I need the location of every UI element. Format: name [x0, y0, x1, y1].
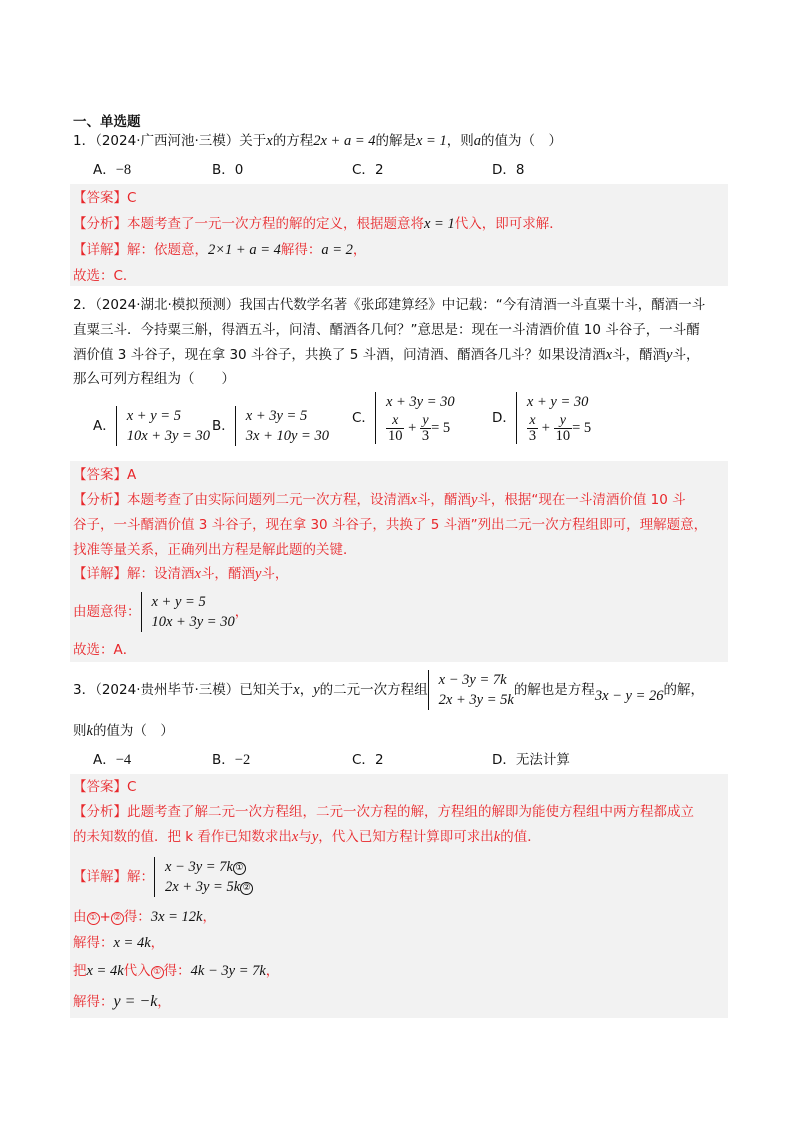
stem-text: 的方程 — [272, 133, 314, 149]
math-equation: 2x + a = 4 — [313, 133, 376, 149]
math-var: y — [311, 829, 319, 845]
q3-step-4 — [73, 992, 171, 1012]
denominator: 10 — [387, 427, 403, 444]
q1-option-d[interactable] — [492, 160, 525, 180]
q3-option-c[interactable] — [352, 750, 384, 770]
q1-option-b[interactable] — [212, 160, 243, 180]
q3-option-a[interactable] — [93, 750, 131, 770]
equation-system — [428, 670, 514, 710]
question-source: （2024·贵州毕节·三模） — [95, 682, 240, 698]
question-number: 1． — [73, 133, 96, 149]
analysis-text: 斗，根据“现在一斗清酒价值 10 斗 — [477, 492, 686, 508]
analysis-text: ，代入已知方程计算即可求出 — [318, 829, 494, 845]
equation-system — [235, 406, 329, 446]
question-2-stem-line3 — [73, 345, 699, 365]
equation-system — [116, 406, 210, 446]
q3-step-2 — [73, 933, 164, 953]
math-var: a — [473, 133, 481, 149]
q3-step-3 — [73, 961, 279, 981]
option-label: A． — [93, 418, 116, 434]
system-row: x − 3y = 7k — [165, 859, 233, 875]
numerator: x — [527, 413, 538, 429]
circled-two-icon: ② — [111, 912, 124, 925]
equation-rhs: = 5 — [431, 420, 451, 436]
denominator: 10 — [555, 427, 571, 444]
analysis-label: 【分析】 — [73, 804, 127, 820]
math-var: k — [86, 723, 93, 739]
detail-text: ， — [150, 935, 165, 951]
question-1-stem — [73, 131, 562, 151]
fraction — [527, 413, 538, 444]
equation-system — [375, 392, 455, 444]
detail-text: 解得： — [280, 242, 322, 258]
system-row-fraction: $\frac{x}{10}$ + $\frac{y}{3}$ = 5 — [387, 412, 451, 444]
math-var: y — [313, 682, 320, 698]
stem-text: 的值为（ ） — [480, 133, 562, 149]
stem-text: 的解是 — [375, 133, 416, 149]
analysis-text: 的值． — [500, 829, 541, 845]
q1-option-c[interactable] — [352, 160, 384, 180]
stem-text: 酒价值 3 斗谷子，现在拿 30 斗谷子，共换了 5 斗酒，问清酒、醑酒各几斗？如果设清酒 — [73, 347, 606, 363]
fraction — [554, 413, 573, 444]
q1-detail — [73, 240, 366, 260]
stem-text: ，则 — [446, 133, 474, 149]
detail-text: 得： — [163, 963, 191, 979]
q1-analysis — [73, 214, 563, 234]
detail-text: 斗，醑酒 — [200, 566, 255, 582]
detail-text: 得： — [123, 909, 151, 925]
math-solution: x = 1 — [416, 133, 447, 149]
fraction — [386, 413, 405, 444]
option-label: B． — [212, 752, 235, 768]
q1-option-a[interactable] — [93, 160, 131, 180]
fraction — [420, 413, 431, 444]
math-var: x — [194, 566, 201, 582]
system-row: x − 3y = 7k — [438, 672, 507, 688]
q3-step-1 — [73, 907, 216, 927]
option-value: 0 — [234, 162, 244, 178]
option-label: B． — [212, 418, 235, 434]
option-label: C． — [352, 162, 375, 178]
q2-detail-system — [73, 592, 248, 632]
section-title: 一、单选题 — [73, 114, 141, 130]
question-2-stem-line2: 直粟三斗．今持粟三斛，得酒五斗，问清、醑酒各几何？”意思是：现在一斗清酒价值 10 斗谷子，一斗醑 — [73, 322, 700, 338]
stem-text: 已知关于 — [239, 682, 294, 698]
detail-text: 由题意得： — [73, 604, 141, 620]
circled-two-icon: ② — [240, 882, 253, 895]
question-3-stem-line1 — [73, 670, 704, 710]
system-row: 3x + 10y = 30 — [245, 428, 329, 444]
option-label: A． — [93, 752, 116, 768]
stem-text: 的解也是方程 — [513, 682, 595, 698]
math-equation: y = −k — [113, 993, 158, 1010]
option-label: C． — [352, 410, 375, 426]
detail-label: 【详解】 — [73, 869, 127, 885]
numerator: y — [554, 413, 573, 429]
system-row: x + 3y = 5 — [245, 408, 308, 424]
q2-conclusion: 故选：A． — [73, 642, 137, 658]
q2-analysis-line1 — [73, 490, 686, 510]
analysis-text: 本题考查了一元一次方程的解的定义，根据题意将 — [127, 216, 424, 232]
math-var: x — [293, 682, 300, 698]
option-value: −8 — [115, 162, 132, 178]
math-var: x — [291, 829, 299, 845]
detail-text: 把 — [73, 963, 87, 979]
q2-option-d[interactable] — [492, 392, 591, 444]
stem-text: 则 — [73, 723, 87, 739]
option-label: A． — [93, 162, 116, 178]
system-row: 2x + 3y = 5k — [438, 692, 514, 708]
analysis-text: 此题考查了解二元一次方程组，二元一次方程的解，方程组的解即为能使方程组中两方程都成立 — [127, 804, 694, 820]
q2-detail — [73, 564, 288, 584]
math-result: a = 2 — [321, 242, 353, 258]
system-row: x + 3y = 30 — [385, 394, 455, 410]
question-2-stem-line4: 那么可列方程组为（ ） — [73, 371, 235, 387]
detail-label: 【详解】 — [73, 242, 127, 258]
q2-option-b[interactable] — [212, 406, 329, 446]
math-equation: 3x − y = 26 — [594, 688, 664, 704]
math-var: k — [493, 829, 501, 845]
q3-analysis-line2 — [73, 827, 541, 847]
detail-text: ， — [202, 909, 216, 925]
q3-detail-system — [73, 857, 253, 897]
math-var: x — [410, 492, 417, 508]
system-row: x + y = 5 — [126, 408, 181, 424]
detail-text: 解得： — [73, 994, 114, 1010]
q2-analysis-line2: 谷子，一斗醑酒价值 3 斗谷子，现在拿 30 斗谷子，共换了 5 斗酒”列出二元一次方程组即可，理解题意， — [73, 517, 708, 533]
math-var: x — [605, 347, 613, 363]
q3-answer: 【答案】C — [73, 779, 137, 795]
q1-conclusion: 故选：C． — [73, 268, 137, 284]
option-value: 2 — [374, 162, 384, 178]
analysis-text: 与 — [298, 829, 312, 845]
option-value: 2 — [374, 752, 384, 768]
detail-label: 【详解】 — [73, 566, 127, 582]
stem-text: 的值为（ ） — [92, 723, 174, 739]
system-row-fraction: $\frac{x}{3}$ + $\frac{y}{10}$ = 5 — [528, 412, 592, 444]
q2-option-a[interactable] — [93, 406, 210, 446]
equation-system — [516, 392, 591, 444]
detail-text: + — [99, 909, 111, 925]
math-var: y — [666, 347, 673, 363]
detail-text: 解：设清酒 — [127, 566, 195, 582]
option-label: C． — [352, 752, 375, 768]
option-value: 8 — [515, 162, 525, 178]
denominator: 3 — [528, 427, 537, 444]
question-source: （2024·湖北·模拟预测） — [95, 297, 240, 313]
detail-text: 解得： — [73, 935, 114, 951]
q2-analysis-line3: 找准等量关系，正确列出方程是解此题的关键． — [73, 542, 357, 558]
stem-text: 斗， — [672, 347, 700, 363]
system-row: 2x + 3y = 5k — [165, 879, 241, 895]
option-label: D． — [492, 752, 516, 768]
stem-text: ， — [299, 682, 314, 698]
circled-one-icon: ① — [87, 912, 100, 925]
question-2-stem-line1 — [73, 295, 705, 315]
detail-text: ， — [352, 242, 367, 258]
stem-text: 的解， — [663, 682, 705, 698]
detail-text: 斗， — [261, 566, 289, 582]
option-value: −2 — [234, 752, 251, 768]
q1-solution-panel — [70, 184, 728, 286]
stem-text: 的二元一次方程组 — [319, 682, 428, 698]
math-equation: 3x = 12k — [150, 909, 203, 925]
equation-system — [141, 592, 235, 632]
math-var: x — [266, 133, 273, 149]
equation-system — [154, 857, 253, 897]
detail-text: ， — [265, 963, 280, 979]
detail-text: 解： — [127, 869, 154, 885]
detail-text: 解：依题意， — [127, 242, 208, 258]
q1-answer: 【答案】C — [73, 190, 137, 206]
option-value: 无法计算 — [515, 752, 570, 768]
question-3-stem-line2 — [73, 721, 174, 741]
math-var: y — [470, 492, 478, 508]
math-equation: 2×1 + a = 4 — [208, 242, 281, 258]
system-row: 10x + 3y = 30 — [151, 614, 235, 630]
detail-text: 代入 — [123, 963, 151, 979]
system-row: 10x + 3y = 30 — [126, 428, 210, 444]
analysis-label: 【分析】 — [73, 216, 127, 232]
option-value: −4 — [115, 752, 132, 768]
q3-option-b[interactable] — [212, 750, 250, 770]
analysis-text: 斗，醑酒 — [416, 492, 471, 508]
stem-text: 关于 — [239, 133, 267, 149]
detail-text: 由 — [73, 909, 87, 925]
detail-text: ， — [234, 604, 249, 620]
circled-one-icon: ① — [233, 862, 246, 875]
numerator: y — [420, 413, 431, 429]
option-label: D． — [492, 410, 516, 426]
q3-option-d[interactable] — [492, 750, 570, 770]
analysis-text: 的未知数的值．把 k 看作已知数求出 — [73, 829, 292, 845]
analysis-label: 【分析】 — [73, 492, 127, 508]
stem-text: 斗，醑酒 — [612, 347, 667, 363]
question-number: 2． — [73, 297, 96, 313]
system-row: x + y = 5 — [151, 594, 206, 610]
option-label: B． — [212, 162, 235, 178]
analysis-text: 代入，即可求解． — [454, 216, 563, 232]
q3-analysis-line1 — [73, 802, 694, 822]
math-equation: x = 4k — [113, 935, 151, 951]
math-equation: x = 4k — [86, 963, 124, 979]
equation-rhs: = 5 — [572, 420, 592, 436]
circled-one-icon: ① — [151, 966, 164, 979]
detail-text: ， — [157, 994, 171, 1010]
system-row: x + y = 30 — [526, 394, 589, 410]
option-label: D． — [492, 162, 516, 178]
denominator: 3 — [421, 427, 430, 444]
q2-option-c[interactable] — [352, 392, 455, 444]
analysis-text: 本题考查了由实际问题列二元一次方程，设清酒 — [127, 492, 411, 508]
q2-answer: 【答案】A — [73, 467, 137, 483]
numerator: x — [386, 413, 405, 429]
question-source: （2024·广西河池·三模） — [95, 133, 240, 149]
question-number: 3． — [73, 682, 96, 698]
stem-text: 我国古代数学名著《张邱建算经》中记载：“今有清酒一斗直粟十斗，醑酒一斗 — [239, 297, 706, 313]
math-expression: x = 1 — [424, 216, 455, 232]
math-equation: 4k − 3y = 7k — [190, 963, 266, 979]
math-var: y — [254, 566, 262, 582]
